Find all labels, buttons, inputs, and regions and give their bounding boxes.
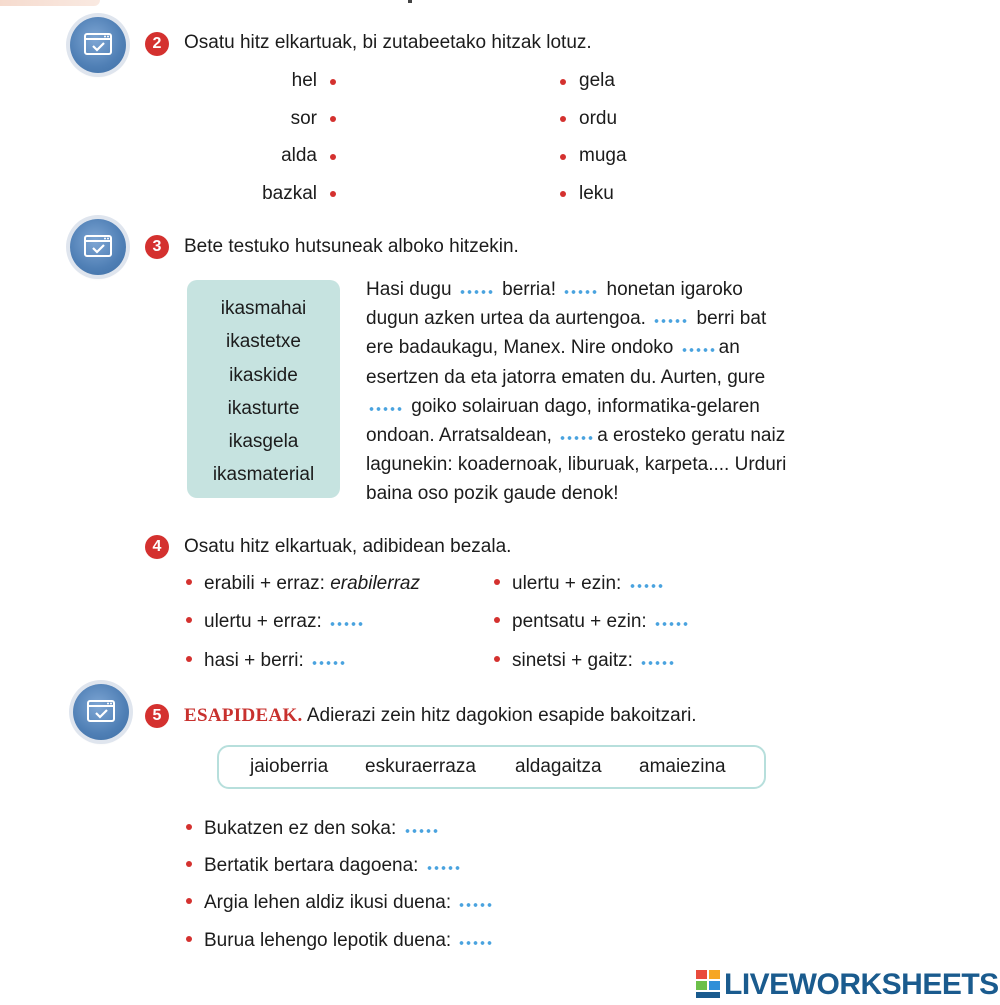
top-mark (408, 0, 412, 3)
checkbox-window-icon (84, 32, 112, 56)
idiom-item (186, 818, 442, 840)
compound-item (186, 611, 367, 633)
option-word: jaioberria (250, 756, 329, 777)
exercise-instruction: Osatu hitz elkartuak, bi zutabeetako hitzak lotuz. (184, 32, 592, 53)
compound-prompt: ulertu + ezin: (512, 573, 622, 594)
text-fragment: ere badaukagu, Manex. Nire ondoko (366, 337, 674, 359)
top-decoration (0, 0, 100, 6)
compound-item (494, 650, 678, 672)
exercise-badge-3 (70, 219, 126, 275)
idiom-text: Argia lehen aldiz ikusi duena: (204, 892, 452, 913)
bullet (494, 579, 500, 585)
blank-gap[interactable] (559, 436, 595, 440)
blank-gap[interactable] (629, 584, 665, 588)
exercise-badge-5 (73, 684, 129, 740)
logo-text: LIVEWORKSHEETS (724, 968, 999, 1001)
text-fragment: goiko solairuan dago, informatika-gelaren (411, 395, 760, 417)
text-fragment: a erosteko geratu naiz (597, 425, 786, 447)
bullet (186, 617, 192, 623)
blank-gap[interactable] (640, 661, 676, 665)
right-word: gela (579, 70, 615, 91)
text-fragment: ondoan. Arratsaldean, (366, 425, 552, 447)
blank-gap[interactable] (458, 903, 494, 907)
compound-prompt: hasi + berri: (204, 650, 304, 671)
compound-item (494, 573, 667, 595)
blank-gap[interactable] (681, 348, 717, 352)
compound-prompt: erabili + erraz: (204, 573, 325, 594)
blank-gap[interactable] (404, 829, 440, 833)
logo-icon (696, 970, 720, 1000)
bullet (186, 898, 192, 904)
checkbox-window-icon (87, 699, 115, 723)
match-dot-left[interactable] (330, 79, 336, 85)
text-fragment: lagunekin: koadernoak, liburuak, karpeta.... Urduri (366, 454, 787, 476)
left-word: bazkal (262, 183, 317, 204)
option-word: eskuraerraza (365, 756, 476, 777)
compound-prompt: ulertu + erraz: (204, 611, 322, 632)
word-bank-item: ikastetxe (226, 331, 301, 353)
bullet (186, 824, 192, 830)
bullet (186, 936, 192, 942)
idiom-text: Bertatik bertara dagoena: (204, 855, 419, 876)
option-word: aldagaitza (515, 756, 602, 777)
match-dot-left[interactable] (330, 116, 336, 122)
right-word: ordu (579, 108, 618, 129)
match-dot-right[interactable] (560, 116, 566, 122)
blank-gap[interactable] (368, 407, 404, 411)
bullet (186, 579, 192, 585)
match-dot-right[interactable] (560, 154, 566, 160)
idiom-item (186, 855, 464, 877)
blank-gap[interactable] (563, 290, 599, 294)
blank-gap[interactable] (329, 622, 365, 626)
instruction-text: Adierazi zein hitz dagokion esapide bakoitzari. (306, 705, 697, 726)
word-bank (187, 280, 340, 498)
options-box (217, 745, 766, 789)
exercise-number: 3 (145, 235, 169, 259)
exercise-number: 2 (145, 32, 169, 56)
bullet (186, 861, 192, 867)
idiom-text: Bukatzen ez den soka: (204, 818, 397, 839)
right-word: muga (579, 145, 627, 166)
option-word: amaiezina (639, 756, 726, 777)
text-fragment: baina oso pozik gaude denok! (366, 483, 619, 505)
idiom-item (186, 930, 496, 952)
text-fragment: an (718, 337, 740, 359)
blank-gap[interactable] (654, 622, 690, 626)
checkbox-window-icon (84, 234, 112, 258)
exercise-number: 5 (145, 704, 169, 728)
section-caps-label: ESAPIDEAK. (184, 705, 303, 726)
word-bank-item: ikasgela (228, 431, 299, 453)
match-dot-left[interactable] (330, 154, 336, 160)
text-fragment: esertzen da eta jatorra ematen du. Aurten, gure (366, 366, 766, 388)
left-word: alda (281, 145, 317, 166)
blank-gap[interactable] (426, 866, 462, 870)
text-fragment: dugun azken urtea da aurtengoa. (366, 308, 646, 330)
idiom-item (186, 892, 496, 914)
match-dot-left[interactable] (330, 191, 336, 197)
match-dot-right[interactable] (560, 79, 566, 85)
idiom-text: Burua lehengo lepotik duena: (204, 930, 452, 951)
text-fragment: honetan igaroko (606, 279, 743, 300)
compound-item (494, 611, 692, 633)
exercise-instruction: Bete testuko hutsuneak alboko hitzekin. (184, 236, 519, 257)
blank-gap[interactable] (311, 661, 347, 665)
word-bank-item: ikasmaterial (212, 464, 315, 486)
compound-prompt: pentsatu + ezin: (512, 611, 647, 632)
bullet (494, 617, 500, 623)
exercise-instruction: Osatu hitz elkartuak, adibidean bezala. (184, 536, 512, 557)
exercise-number: 4 (145, 535, 169, 559)
right-word: leku (579, 183, 614, 204)
bullet (494, 656, 500, 662)
word-bank-item: ikaskide (229, 364, 298, 386)
blank-gap[interactable] (458, 941, 494, 945)
left-word: sor (290, 108, 317, 129)
example-answer: erabilerraz (330, 573, 420, 594)
word-bank-item: ikasturte (227, 397, 300, 419)
exercise-badge-2 (70, 17, 126, 73)
word-bank-item: ikasmahai (220, 298, 307, 319)
bullet (186, 656, 192, 662)
text-fragment: berria! (502, 279, 556, 300)
blank-gap[interactable] (653, 319, 689, 323)
gap-text (366, 275, 836, 509)
match-dot-right[interactable] (560, 191, 566, 197)
compound-item (186, 573, 420, 595)
text-fragment: Hasi dugu (366, 279, 452, 300)
compound-prompt: sinetsi + gaitz: (512, 650, 633, 671)
text-fragment: berri bat (696, 308, 767, 330)
left-word: hel (291, 70, 317, 91)
blank-gap[interactable] (459, 290, 495, 294)
exercise-instruction (184, 705, 697, 727)
compound-item (186, 650, 349, 672)
